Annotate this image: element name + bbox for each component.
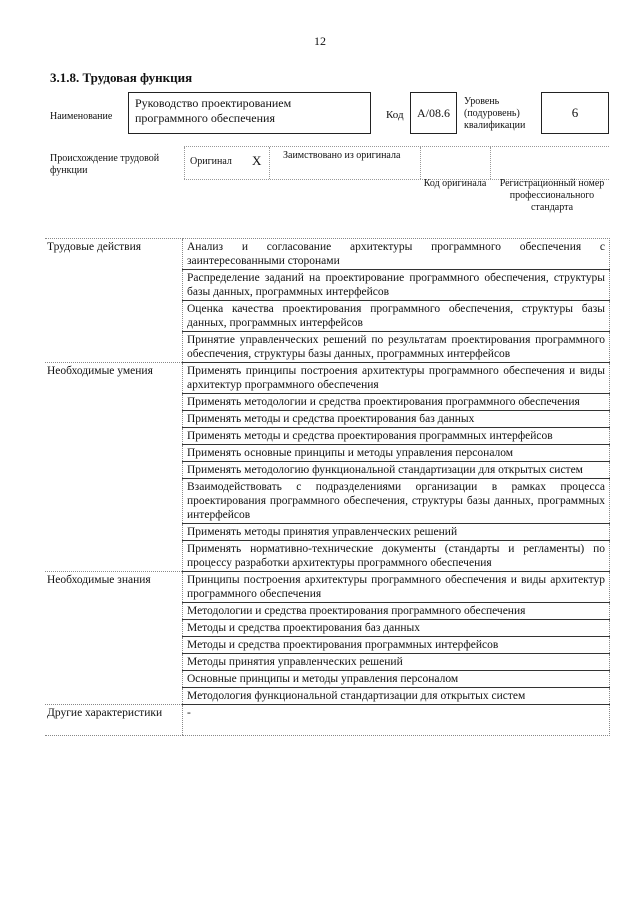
- function-name-box: Руководство проектированием программного обеспечения: [128, 92, 371, 134]
- group-title: Другие характеристики: [45, 705, 183, 736]
- list-item: Применять нормативно-технические документы (стандарты и регламенты) по процессу разработки архитектуры программного обеспечения: [183, 541, 610, 572]
- list-item: Применять методологию функциональной стандартизации для открытых систем: [183, 462, 610, 479]
- function-table: [45, 238, 610, 736]
- other-characteristics-value: -: [183, 705, 610, 736]
- origin-divider: [490, 147, 491, 179]
- reg-number-caption: Регистрационный номер профессионального стандарта: [499, 178, 605, 213]
- list-item: Применять принципы построения архитектуры программного обеспечения и виды архитектур программного обеспечения: [183, 363, 610, 394]
- section-title: 3.1.8. Трудовая функция: [50, 70, 193, 85]
- list-item: Методы и средства проектирования баз данных: [183, 620, 610, 637]
- list-item: Методы принятия управленческих решений: [183, 654, 610, 671]
- list-item: Принципы построения архитектуры программного обеспечения и виды архитектур программного обеспечения: [183, 572, 610, 603]
- level-label: Уровень (подуровень) квалификации: [464, 96, 526, 131]
- list-item: Применять методы принятия управленческих решений: [183, 524, 610, 541]
- list-item: Применять методы и средства проектирования программных интерфейсов: [183, 428, 610, 445]
- table-row: [45, 572, 610, 603]
- list-item: Взаимодействовать с подразделениями организации в рамках процесса проектирования программного обеспечения, структуры базы данных, программных интерфейсов: [183, 479, 610, 524]
- list-item: Методология функциональной стандартизации для открытых систем: [183, 688, 610, 705]
- origin-divider: [184, 147, 185, 179]
- list-item: Методы и средства проектирования программных интерфейсов: [183, 637, 610, 654]
- code-value-box: A/08.6: [410, 92, 457, 134]
- list-item: Методологии и средства проектирования программного обеспечения: [183, 603, 610, 620]
- list-item: Оценка качества проектирования программного обеспечения, структуры базы данных, программных интерфейсов: [183, 301, 610, 332]
- code-label: Код: [386, 109, 404, 121]
- list-item: Распределение заданий на проектирование программного обеспечения, структуры базы данных, программных интерфейсов: [183, 270, 610, 301]
- table-row: [45, 239, 610, 270]
- original-mark: X: [252, 153, 262, 168]
- list-item: Применять методы и средства проектирования баз данных: [183, 411, 610, 428]
- original-label: Оригинал: [190, 156, 232, 167]
- list-item: Основные принципы и методы управления персоналом: [183, 671, 610, 688]
- page-number: 12: [314, 34, 326, 48]
- origin-divider: [269, 147, 270, 179]
- list-item: Анализ и согласование архитектуры программного обеспечения с заинтересованными сторонами: [183, 239, 610, 270]
- borrowed-label: Заимствовано из оригинала: [283, 150, 401, 161]
- list-item: Применять методологии и средства проектирования программного обеспечения: [183, 394, 610, 411]
- origin-label: Происхождение трудовой функции: [50, 153, 160, 176]
- level-value-box: 6: [541, 92, 609, 134]
- table-row: [45, 705, 610, 736]
- group-title: Трудовые действия: [45, 239, 183, 363]
- table-row: [45, 363, 610, 394]
- group-title: Необходимые знания: [45, 572, 183, 705]
- name-label: Наименование: [50, 111, 113, 122]
- group-title: Необходимые умения: [45, 363, 183, 572]
- origin-divider: [420, 147, 421, 179]
- code-original-caption: Код оригинала: [423, 178, 487, 189]
- list-item: Применять основные принципы и методы управления персоналом: [183, 445, 610, 462]
- list-item: Принятие управленческих решений по результатам проектирования программного обеспечения, структуры базы данных, программных интерфейсов: [183, 332, 610, 363]
